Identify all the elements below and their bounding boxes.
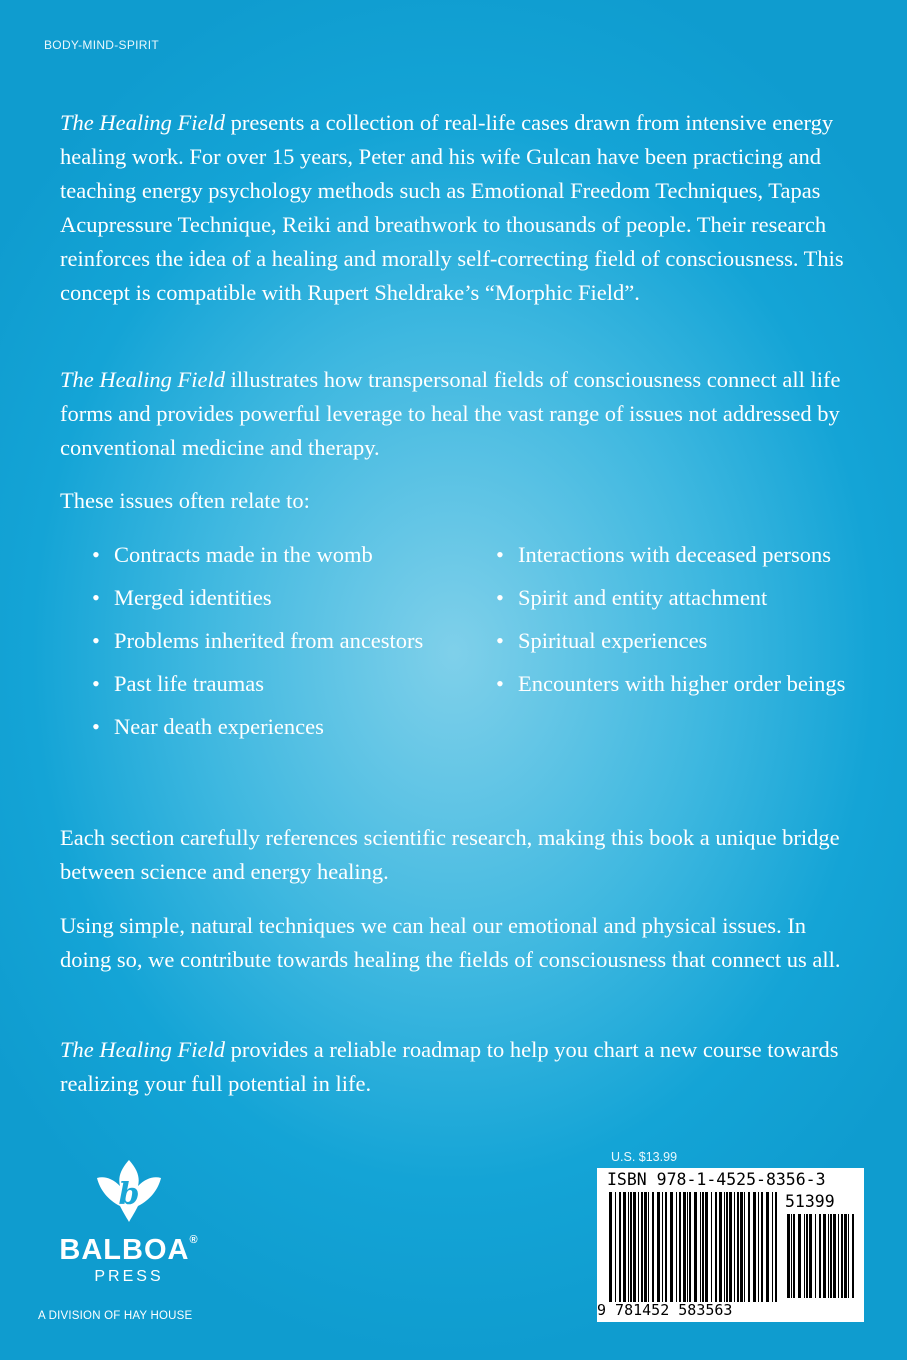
barcode-bar — [833, 1214, 836, 1298]
publisher-division: A DIVISION OF HAY HOUSE — [38, 1310, 193, 1322]
book-title-italic: The Healing Field — [60, 110, 225, 135]
paragraph-text: presents a collection of real-life cases drawn from intensive energy healing work. For over 15 years, Peter and his wife Gulcan have been practicing and teaching energy psychology methods such as Emotional Freedom Techniques, Tapas Acupressure Technique, Reiki and breathwork to thousands of people. Their research reinforces the idea of a healing and morally self-correcting field of consciousness. This concept is compatible with Rupert Sheldrake’s “Morphic Field”. — [60, 110, 844, 305]
barcode-bar — [734, 1192, 735, 1302]
barcode-bar — [761, 1192, 763, 1302]
barcode-bar — [830, 1214, 832, 1298]
description-paragraph-4: Each section carefully references scientific research, making this book a unique bridge between science and energy healing. — [60, 825, 840, 884]
barcode-bar — [798, 1214, 801, 1298]
barcode-bar — [724, 1192, 725, 1302]
barcode-bar — [819, 1214, 821, 1298]
barcode-bar — [715, 1192, 717, 1302]
list-item: • Merged identities — [92, 581, 472, 615]
barcode-panel — [597, 1168, 864, 1322]
book-title-italic: The Healing Field — [60, 367, 225, 392]
genre-label: BODY-MIND-SPIRIT — [44, 38, 160, 52]
barcode-digits: 9 781452 583563 — [597, 1301, 733, 1319]
barcode-bar — [740, 1192, 743, 1302]
registered-mark: ® — [189, 1234, 199, 1246]
barcode-bar — [766, 1192, 769, 1302]
barcode-bar — [823, 1214, 826, 1298]
publisher-press: PRESS — [94, 1268, 164, 1285]
barcode-bar — [753, 1192, 756, 1302]
barcode-bar — [815, 1214, 816, 1298]
barcode-bar — [848, 1214, 849, 1298]
price-label: U.S. $13.99 — [611, 1150, 678, 1164]
barcode-bar — [758, 1192, 759, 1302]
barcode-bar — [852, 1214, 854, 1298]
barcode-bar — [804, 1214, 805, 1298]
publisher-logo — [40, 1150, 210, 1330]
barcode-bar — [679, 1192, 681, 1302]
barcode-bar — [609, 1192, 612, 1302]
barcode-bar — [670, 1192, 673, 1302]
price-code: 51399 — [785, 1192, 835, 1211]
barcode-bar — [689, 1192, 691, 1302]
barcode-bar — [644, 1192, 647, 1302]
barcode-bar — [657, 1192, 660, 1302]
logo-letter: b — [118, 1177, 140, 1212]
publisher-name-text: BALBOA — [59, 1234, 190, 1266]
barcode-bar — [705, 1192, 708, 1302]
lotus-icon — [94, 1156, 164, 1226]
issues-intro: These issues often relate to: — [60, 488, 310, 513]
barcode-bar — [665, 1192, 667, 1302]
barcode-bar — [676, 1192, 677, 1302]
issues-list-right — [496, 538, 876, 710]
barcode-bar — [844, 1214, 847, 1298]
barcode-bar — [662, 1192, 663, 1302]
barcode-bar — [641, 1192, 643, 1302]
barcode-bar — [719, 1192, 722, 1302]
barcode-bar — [809, 1214, 812, 1298]
list-item: • Near death experiences — [92, 710, 472, 744]
barcode-bar — [838, 1214, 839, 1298]
barcode-bar — [615, 1192, 616, 1302]
barcode-bar — [793, 1214, 795, 1298]
description-paragraph-6 — [60, 1033, 850, 1101]
list-item: • Spirit and entity attachment — [496, 581, 876, 615]
barcode-bar — [787, 1214, 790, 1298]
barcode-bar — [748, 1192, 750, 1302]
barcode-bar — [729, 1192, 732, 1302]
barcode-bar — [619, 1192, 621, 1302]
barcode-bar — [700, 1192, 701, 1302]
paragraph-text: illustrates how transpersonal fields of consciousness connect all life forms and provides powerful leverage to heal the vast range of issues not addressed by conventional medicine and therapy. — [60, 367, 841, 460]
barcode-bar — [633, 1192, 636, 1302]
barcode-bar — [638, 1192, 639, 1302]
issues-list-left — [92, 538, 472, 753]
barcode-bar — [791, 1214, 792, 1298]
publisher-name — [40, 1234, 218, 1267]
description-paragraph-2 — [60, 363, 850, 465]
barcode-bar — [841, 1214, 843, 1298]
barcode-bar — [694, 1192, 697, 1302]
list-item: • Interactions with deceased persons — [496, 538, 876, 572]
list-item: • Encounters with higher order beings — [496, 667, 876, 701]
description-paragraph-1 — [60, 106, 850, 310]
barcode-bar — [630, 1192, 632, 1302]
barcode-bar — [687, 1192, 688, 1302]
barcode-bar — [744, 1192, 745, 1302]
list-item: • Contracts made in the womb — [92, 538, 472, 572]
barcode-bar — [652, 1192, 654, 1302]
barcode-bar — [726, 1192, 728, 1302]
paragraph-text: provides a reliable roadmap to help you chart a new course towards realizing your full potential in life. — [60, 1037, 839, 1096]
barcode-bar — [683, 1192, 686, 1302]
book-title-italic: The Healing Field — [60, 1037, 225, 1062]
list-item: • Spiritual experiences — [496, 624, 876, 658]
barcode-bar — [628, 1192, 629, 1302]
barcode-bar — [737, 1192, 739, 1302]
isbn-number: ISBN 978-1-4525-8356-3 — [607, 1170, 826, 1189]
barcode-bar — [775, 1192, 777, 1302]
description-paragraph-5: Using simple, natural techniques we can heal our emotional and physical issues. In doing so, we contribute towards healing the fields of consciousness that connect us all. — [60, 913, 841, 972]
barcode-bar — [772, 1192, 773, 1302]
barcode-bar — [828, 1214, 829, 1298]
barcode-bar — [623, 1192, 626, 1302]
barcode-bar — [711, 1192, 712, 1302]
list-item: • Past life traumas — [92, 667, 472, 701]
barcode-bar — [806, 1214, 808, 1298]
barcode-bar — [648, 1192, 649, 1302]
barcode-bar — [702, 1192, 704, 1302]
list-item: • Problems inherited from ancestors — [92, 624, 472, 658]
